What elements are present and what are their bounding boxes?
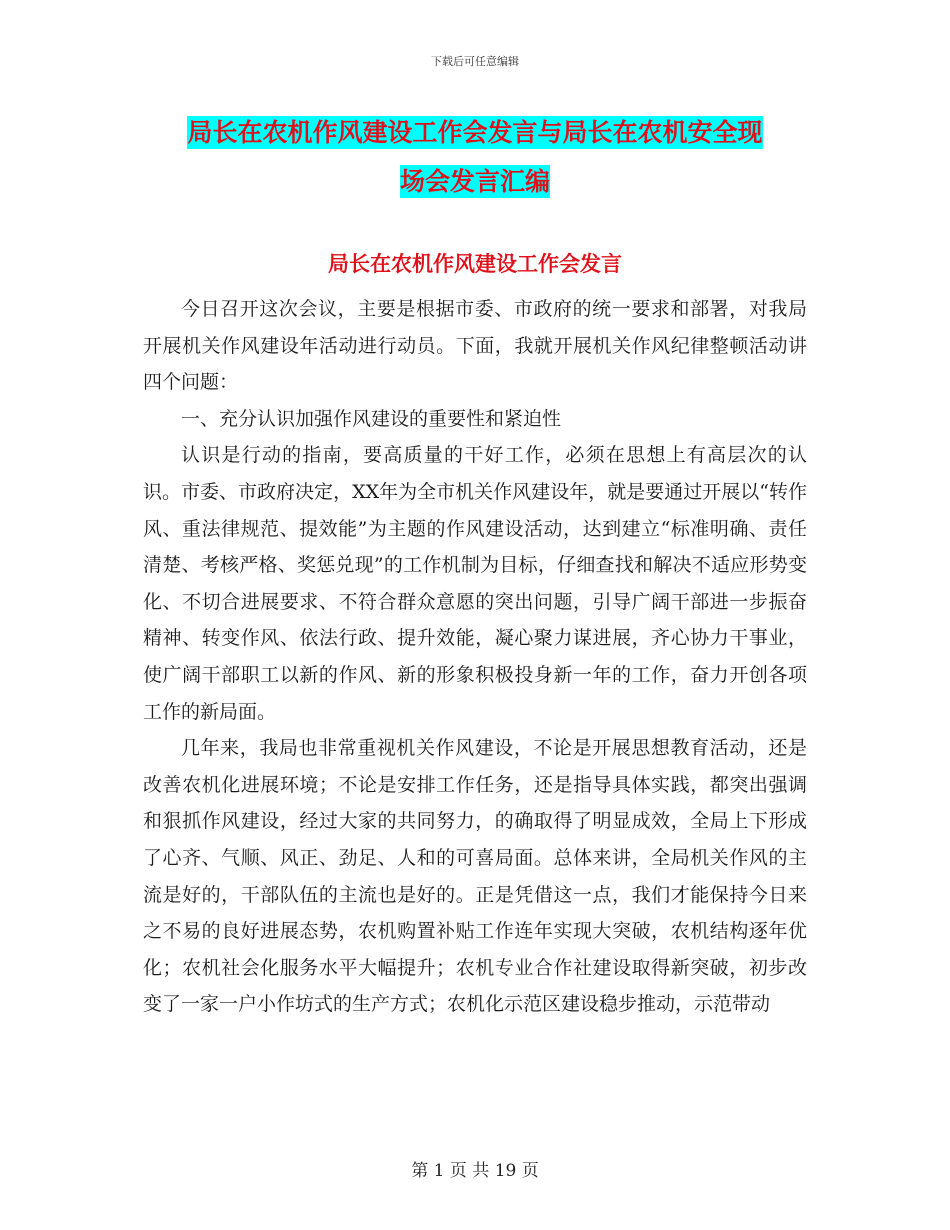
section-title: 局长在农机作风建设工作会发言 [328, 252, 622, 276]
paragraph-heading-1: 一、充分认识加强作风建设的重要性和紧迫性 [181, 407, 562, 430]
document-title-line-2: 场会发言汇编 [399, 167, 550, 196]
document-title-line-1: 局长在农机作风建设工作会发言与局长在农机安全现 [187, 118, 763, 147]
paragraph-awareness: 认识是行动的指南，要高质量的干好工作，必须在思想上有高层次的认识。市委、市政府决定，XX年为全市机关作风建设年，就是要通过开展以“转作风、重法律规范、提效能”为主题的作风建设活动，达到建立“标准明确、责任清楚、考核严格、奖惩兑现”的工作机制为目标，仔细查找和解决不适应形势变化、不切合进展要求、不符合群众意愿的突出问题，引导广阔干部进一步振奋精神、转变作风、依法行政、提升效能，凝心聚力谋进展，齐心协力干事业，使广阔干部职工以新的作风、新的形象积极投身新一年的工作，奋力开创各项工作的新局面。 [143, 444, 807, 723]
paragraph-intro: 今日召开这次会议，主要是根据市委、市政府的统一要求和部署，对我局开展机关作风建设年活动进行动员。下面，我就开展机关作风纪律整顿活动讲四个问题： [143, 298, 807, 394]
document-title [0, 108, 950, 206]
paragraph-achievements: 几年来，我局也非常重视机关作风建设，不论是开展思想教育活动，还是改善农机化进展环境；不论是安排工作任务，还是指导具体实践，都突出强调和狠抓作风建设，经过大家的共同努力，的确取得了明显成效，全局上下形成了心齐、气顺、风正、劲足、人和的可喜局面。总体来讲，全局机关作风的主流是好的，干部队伍的主流也是好的。正是凭借这一点，我们才能保持今日来之不易的良好进展态势，农机购置补贴工作连年实现大突破，农机结构逐年优化；农机社会化服务水平大幅提升；农机专业合作社建设取得新突破，初步改变了一家一户小作坊式的生产方式；农机化示范区建设稳步推动，示范带动 [143, 737, 807, 1016]
page-number: 第 1 页 共 19 页 [411, 1161, 539, 1181]
page-header-note: 下载后可任意编辑 [431, 55, 519, 68]
document-body [143, 291, 807, 1023]
